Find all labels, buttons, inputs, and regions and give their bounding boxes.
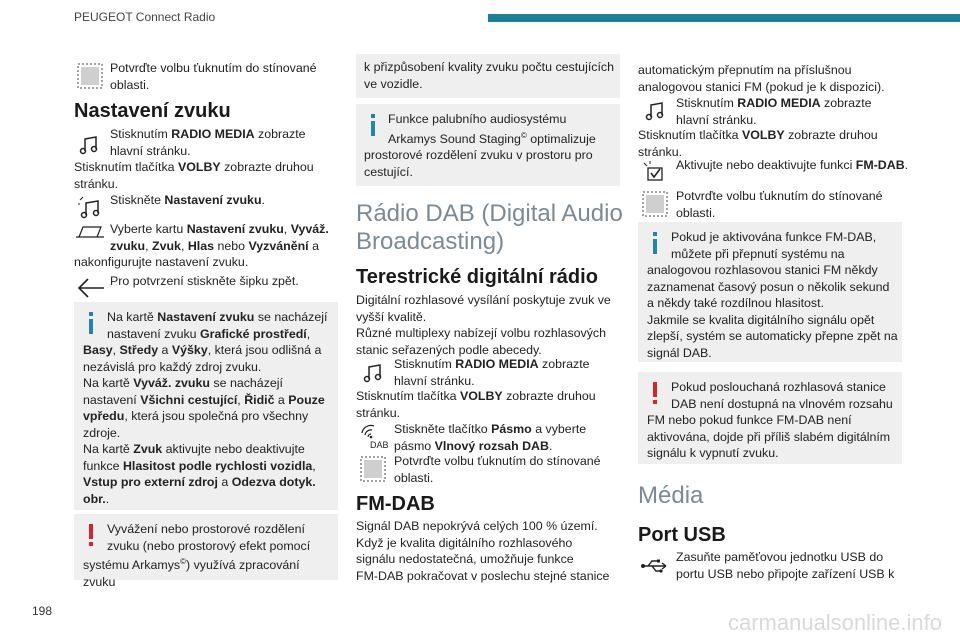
music-note-touch-icon — [78, 195, 102, 221]
step-options: Stisknutím tlačítka VOLBY zobrazte druhou stránku. — [638, 128, 878, 159]
step-press-sound-settings: Stiskněte Nastavení zvuku. — [110, 193, 265, 207]
page-number: 198 — [32, 604, 53, 618]
warning-text-balance: Vyvážení nebo prostorové rozdělení zvuku (nebo prostorový efekt pomocí systému Arkamys©) využívá zpracování zvuku — [83, 522, 311, 589]
warning-text-dab-unavailable: Pokud poslouchaná rozhlasová stanice DAB není dostupná na vlnovém rozsahu FM nebo pokud funkce FM-DAB není aktivována, dojde při příliš slabém digitálním signálu k vypnutí zvuku. — [647, 380, 893, 460]
step-select-tab: Vyberte kartu Nastavení zvuku, Vyváž. zvuku, Zvuk, Hlas nebo Vyzvánění a — [110, 222, 329, 253]
heading-sound-settings: Nastavení zvuku — [74, 100, 231, 122]
shaded-area-icon — [358, 454, 388, 484]
step-press-band: Stiskněte tlačítko Pásmo a vyberte pásmo Vlnový rozsah DAB. — [394, 422, 587, 453]
fm-dab-text: Signál DAB nepokrývá celých 100 % území. Když je kvalita digitálního rozhlasového signálu nedostatečná, umožňuje funkce FM-DAB pokračovat v poslechu stejné stanice — [356, 519, 610, 583]
music-note-icon — [78, 134, 100, 156]
dab-intro-text: Digitální rozhlasové vysílání poskytuje zvuk ve vyšší kvalitě. Různé multiplexy nabízejí volbu rozhlasových stanic seřazených podle abecedy. — [356, 293, 611, 357]
step-radio-media: Stisknutím RADIO MEDIA zobrazte hlavní stránku. — [394, 357, 590, 388]
shaded-area-icon — [75, 61, 105, 91]
back-arrow-icon — [76, 276, 106, 300]
section-title-media: Média — [638, 482, 704, 509]
info-text-sound: Na kartě Nastavení zvuku se nacházejí nastavení zvuku Grafické prostředí, Basy, Středy a Výšky, která jsou odlišná a nezávislá pro každý zdroj zvuku. Na kartě Vyváž. zvuku se nacházejí nastavení Všichni cestující, Řidič a Pouze vpředu, která jsou společná pro všechny zdroje. Na kartě Zvuk aktivujte nebo deaktivujte funkce Hlasitost podle rychlosti vozidla, Vstup pro externí zdroj a Odezva dotyk. obr.. — [83, 310, 328, 506]
step-configure: nakonfigurujte nastavení zvuku. — [74, 255, 249, 269]
watermark: carmanualsonline.info — [727, 610, 942, 635]
shaded-area-icon — [640, 189, 670, 219]
step-options: Stisknutím tlačítka VOLBY zobrazte druhou stránku. — [356, 389, 596, 420]
step-radio-media: Stisknutím RADIO MEDIA zobrazte hlavní stránku. — [676, 96, 872, 127]
running-header: PEUGEOT Connect Radio — [74, 10, 216, 24]
step-radio-media: Stisknutím RADIO MEDIA zobrazte hlavní stránku. — [110, 127, 306, 158]
tab-icon — [75, 224, 105, 238]
usb-instruction-text: Zasuňte paměťovou jednotku USB do portu USB nebo připojte zařízení USB k — [676, 550, 895, 581]
heading-terrestrial-digital-radio: Terestrické digitální rádio — [356, 266, 598, 288]
usb-icon — [640, 558, 670, 574]
dab-signal-icon — [358, 424, 390, 450]
step-confirm: Potvrďte volbu ťuknutím do stínované oblasti. — [676, 189, 883, 220]
warning-text-continued: k přizpůsobení kvality zvuku počtu cestujících ve vozidle. — [364, 60, 614, 91]
heading-fm-dab: FM-DAB — [356, 493, 435, 515]
music-note-icon — [362, 362, 384, 384]
header-accent-bar — [488, 14, 960, 22]
step-toggle-fm-dab: Aktivujte nebo deaktivujte funkci FM-DAB. — [676, 158, 909, 172]
fm-dab-text-continued: automatickým přepnutím na příslušnou analogovou stanici FM (pokud je k dispozici). — [638, 63, 885, 94]
info-text-arkamys: Funkce palubního audiosystému Arkamys Sound Staging© optimalizuje prostorové rozdělení zvuku v prostoru pro cestující. — [364, 112, 596, 179]
music-note-icon — [644, 100, 666, 122]
step-back-arrow: Pro potvrzení stiskněte šipku zpět. — [110, 274, 299, 288]
svg-text:DAB: DAB — [370, 440, 389, 450]
info-text-fm-dab: Pokud je aktivována funkce FM-DAB, můžete při přepnutí systému na analogovou rozhlasovou stanici FM někdy zaznamenat časový posun o několik sekund a někdy také rozdílnou hlasitost. Jakmile se kvalita digitálního signálu opět zlepší, systém se automaticky přepne zpět na signál DAB. — [647, 230, 898, 360]
step-options: Stisknutím tlačítka VOLBY zobrazte druhou stránku. — [74, 160, 314, 191]
heading-usb-port: Port USB — [638, 524, 726, 546]
section-title-dab: Rádio DAB (Digital Audio Broadcasting) — [356, 200, 623, 255]
confirm-text-1: Potvrďte volbu ťuknutím do stínované oblasti. — [110, 61, 317, 92]
step-confirm: Potvrďte volbu ťuknutím do stínované oblasti. — [394, 454, 601, 485]
checkbox-toggle-icon — [642, 160, 670, 184]
